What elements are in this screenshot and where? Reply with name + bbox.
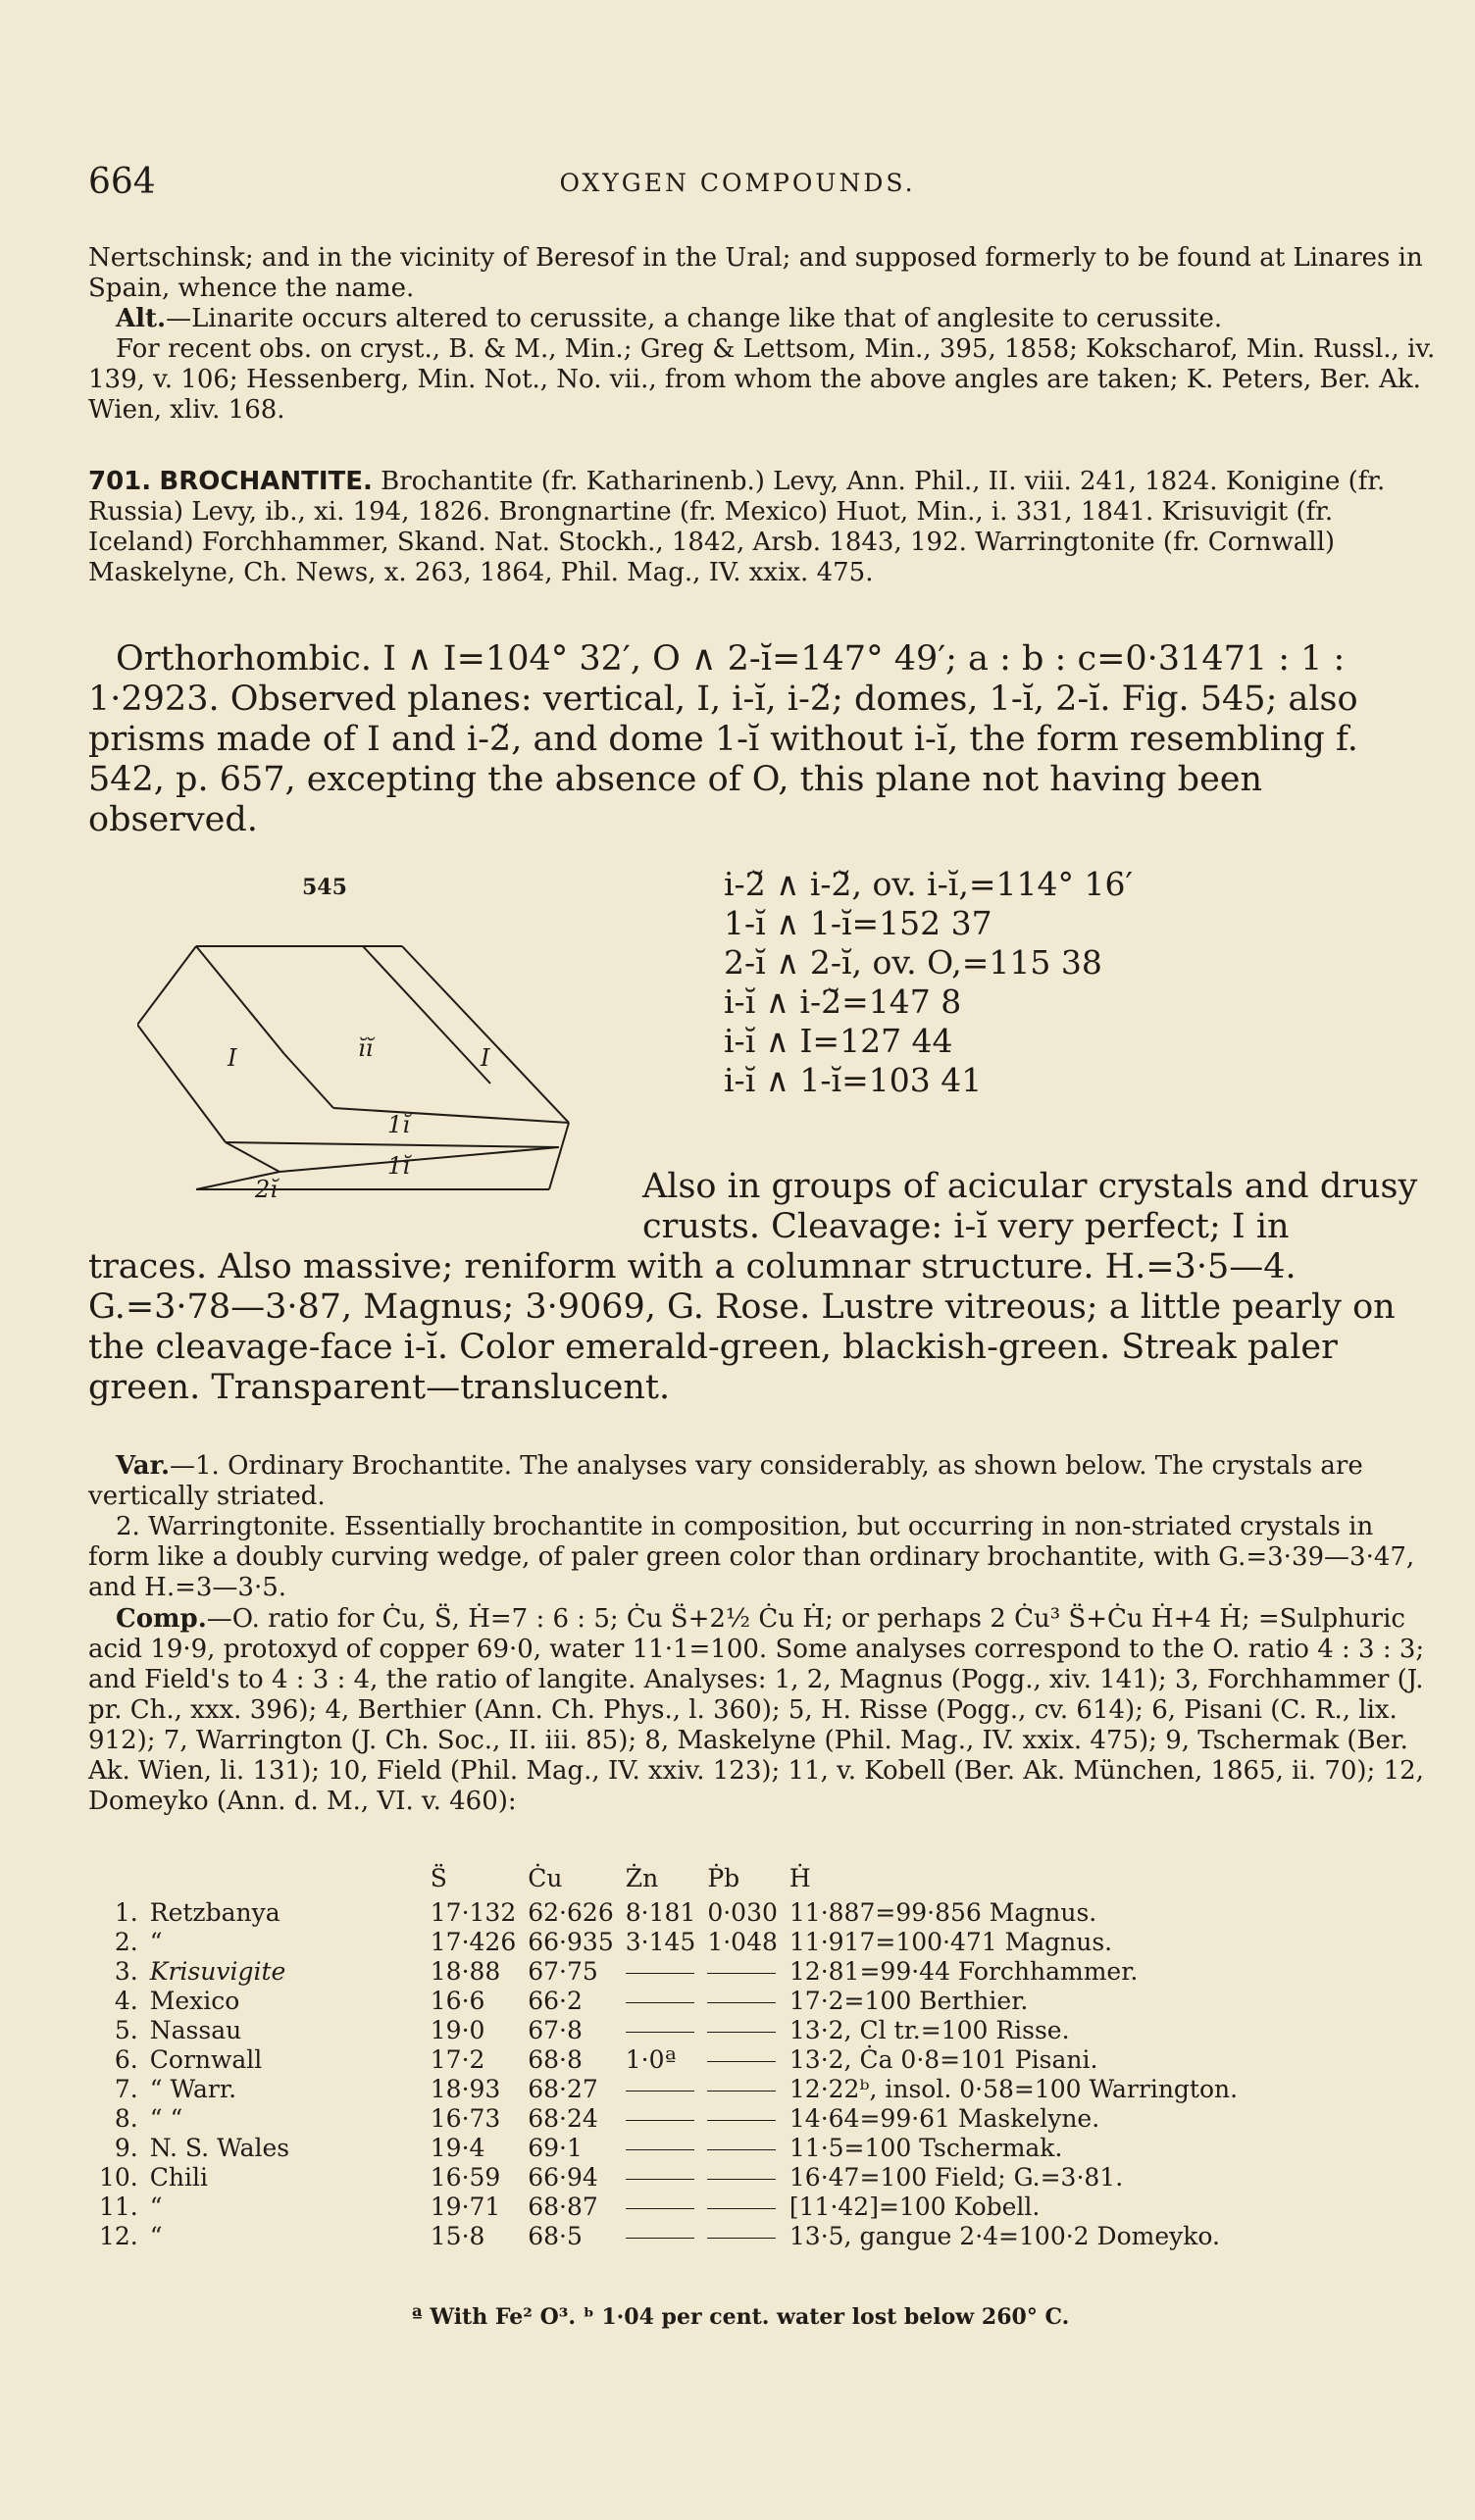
cell-zn (620, 1986, 702, 2015)
page-number: 664 (88, 162, 156, 202)
cell-s: 16·59 (430, 2162, 501, 2192)
cell-pb (701, 2162, 784, 2192)
cell-loc: Retzbanya (149, 1897, 280, 1927)
cell-no: 5. (114, 2015, 138, 2044)
col-header: Ḣ (788, 1863, 811, 1892)
cell-loc: Chili (149, 2162, 208, 2192)
angle-row: i-ĭ ∧ 1-ĭ=103 41 (724, 1061, 983, 1099)
cell-s: 18·88 (430, 1956, 501, 1986)
cell-s: 19·0 (430, 2015, 485, 2044)
table-row (93, 2192, 1244, 2221)
cell-cu: 68·5 (528, 2221, 583, 2250)
table-row (93, 1986, 1244, 2015)
dash-line (626, 1973, 694, 1974)
cell-rest: 12·22ᵇ, insol. 0·58=100 Warrington. (788, 2074, 1239, 2103)
angle-list (724, 865, 1133, 1100)
comp-text: —O. ratio for Ċu, S̈, Ḣ=7 : 6 : 5; Ċu S̈+2½ Ċu Ḣ; or perhaps 2 Ċu³ S̈+Ċu Ḣ+4 Ḣ; =Sulphuric acid 19·9, protoxyd of copper 69·0, water 11·1=100. Some analyses correspond to the O. ratio 4 : 3 : 3; and Field's to 4 : 3 : 4, the ratio of langite. Analyses: 1, 2, Magnus (Pogg., xiv. 141); 3, Forchhammer (J. pr. Ch., xxx. 396); 4, Berthier (Ann. Ch. Phys., l. 360); 5, H. Risse (Pogg., cv. 614); 6, Pisani (C. R., lix. 912); 7, Warrington (J. Ch. Soc., II. iii. 85); 8, Maskelyne (Phil. Mag., IV. xxix. 475); 9, Tschermak (Ber. Ak. Wien, li. 131); 10, Field (Phil. Mag., IV. xxiv. 123); 11, v. Kobell (Ber. Ak. München, 1865, ii. 70); 12, Domeyko (Ann. d. M., VI. v. 460): (88, 1604, 1425, 1816)
cell-cu: 68·8 (528, 2044, 583, 2074)
dash-line (707, 2149, 776, 2150)
cell-loc: “ “ (149, 2103, 183, 2133)
cell-s: 17·132 (430, 1897, 517, 1927)
cell-no: 7. (114, 2074, 138, 2103)
cell-rest: 11·5=100 Tschermak. (788, 2133, 1063, 2162)
cell-s: 19·4 (430, 2133, 485, 2162)
top-section (88, 243, 1442, 426)
table-row (93, 1927, 1244, 1956)
description-para2-c: traces. Also massive; reniform with a columnar structure. H.=3·5—4. G.=3·78—3·87, Magnus; 3·9069, G. Rose. Lustre vitreous; a little pearly on the cleavage-face i-ĭ. Color emerald-green, blackish-green. Streak paler green. Transparent—translucent. (88, 1247, 1396, 1407)
cell-s: 18·93 (430, 2074, 501, 2103)
cell-rest: 16·47=100 Field; G.=3·81. (788, 2162, 1124, 2192)
table-footnote: ª With Fe² O³. ᵇ 1·04 per cent. water lost below 260° C. (412, 2304, 1070, 2330)
table-row (93, 2044, 1244, 2074)
col-header: S̈ (430, 1863, 447, 1892)
face-label-1i: 1ĭ (387, 1111, 410, 1138)
cell-rest: 13·2, Ċa 0·8=101 Pisani. (788, 2044, 1098, 2074)
cell-loc: Nassau (149, 2015, 242, 2044)
cell-pb (701, 2015, 784, 2044)
cell-cu: 67·8 (528, 2015, 583, 2044)
angle-row: i-2̆ ∧ i-2̆, ov. i-ĭ,=114° 16′ (724, 865, 1133, 903)
cell-rest: 13·2, Cl tr.=100 Risse. (788, 2015, 1070, 2044)
cell-zn (620, 2221, 702, 2250)
cell-no: 10. (99, 2162, 138, 2192)
cell-loc: “ Warr. (149, 2074, 237, 2103)
cell-rest: 11·917=100·471 Magnus. (788, 1927, 1113, 1956)
cell-pb (701, 2074, 784, 2103)
para2-line-a: Also in groups of acicular crystals and drusy (642, 1167, 1418, 1206)
cell-loc: “ (149, 2192, 163, 2221)
description-para2-a (642, 1167, 1437, 1247)
cell-zn (620, 2103, 702, 2133)
cell-loc: Krisuvigite (149, 1956, 286, 1986)
cell-zn (620, 2162, 702, 2192)
face-label-ii: ĭĭ (358, 1034, 374, 1062)
cell-zn (620, 1956, 702, 1986)
var1-text: —1. Ordinary Brochantite. The analyses vary considerably, as shown below. The crystals are vertically striated. (88, 1451, 1363, 1511)
col-header: Ċu (528, 1863, 563, 1892)
alt-text: —Linarite occurs altered to cerussite, a change like that of anglesite to cerussite. (166, 304, 1223, 333)
cell-cu: 66·94 (528, 2162, 598, 2192)
cell-no: 12. (99, 2221, 138, 2250)
dash-line (707, 2120, 776, 2121)
cell-loc: “ (149, 2221, 163, 2250)
cell-cu: 68·24 (528, 2103, 598, 2133)
cell-cu: 67·75 (528, 1956, 598, 1986)
table-row (93, 2133, 1244, 2162)
cell-rest: 14·64=99·61 Maskelyne. (788, 2103, 1100, 2133)
cell-zn: 3·145 (625, 1927, 696, 1956)
cell-cu: 66·935 (528, 1927, 614, 1956)
cell-pb: 0·030 (707, 1897, 778, 1927)
cell-pb (701, 2103, 784, 2133)
angle-row: i-ĭ ∧ i-2̆=147 8 (724, 983, 962, 1021)
face-label-2i: 2ĭ (255, 1176, 278, 1203)
cell-no: 4. (114, 1986, 138, 2015)
cell-zn (620, 2192, 702, 2221)
dash-line (707, 2208, 776, 2209)
cell-pb (701, 1956, 784, 1986)
recent-obs: For recent obs. on cryst., B. & M., Min.; Greg & Lettsom, Min., 395, 1858; Kokscharof, Min. Russl., iv. 139, v. 106; Hessenberg, Min. Not., No. vii., from whom the above angles are taken; K. Peters, Ber. Ak. Wien, xliv. 168. (88, 334, 1436, 425)
table-row (93, 2074, 1244, 2103)
cell-zn: 8·181 (625, 1897, 696, 1927)
dash-line (626, 2238, 694, 2239)
var-label: Var. (116, 1451, 170, 1481)
cell-pb: 1·048 (707, 1927, 778, 1956)
description-para1: Orthorhombic. I ∧ I=104° 32′, O ∧ 2-ĭ=147° 49′; a : b : c=0·31471 : 1 : 1·2923. Observed planes: vertical, I, i-ĭ, i-2̆; domes, 1-ĭ, 2-ĭ. Fig. 545; also prisms made of I and i-2̆, and dome 1-ĭ without i-ĭ, the form resembling f. 542, p. 657, excepting the absence of O, this plane not having been observed. (88, 639, 1358, 839)
cell-s: 16·73 (430, 2103, 501, 2133)
crystal-figure (137, 927, 608, 1211)
comp-label: Comp. (116, 1604, 207, 1634)
col-header: Żn (625, 1863, 659, 1892)
table-row (93, 1956, 1244, 1986)
face-label-1i2: 1ĭ (387, 1152, 410, 1180)
table-row (93, 1897, 1244, 1927)
cell-pb (701, 1986, 784, 2015)
cell-loc: N. S. Wales (149, 2133, 290, 2162)
table-row (93, 2162, 1244, 2192)
dash-line (707, 2002, 776, 2003)
cell-loc: Cornwall (149, 2044, 263, 2074)
cell-rest: 12·81=99·44 Forchhammer. (788, 1956, 1139, 1986)
species-name: BROCHANTITE. (159, 467, 373, 496)
composition (88, 1604, 1442, 1817)
cell-cu: 66·2 (528, 1986, 583, 2015)
cell-no: 9. (114, 2133, 138, 2162)
dash-line (707, 1973, 776, 1974)
dash-line (626, 2002, 694, 2003)
dash-line (707, 2032, 776, 2033)
face-label-I: I (228, 1044, 237, 1072)
dash-line (707, 2179, 776, 2180)
cell-rest: 13·5, gangue 2·4=100·2 Domeyko. (788, 2221, 1220, 2250)
table-row (93, 2221, 1244, 2250)
col-header: Ṗb (707, 1863, 740, 1892)
cell-loc: “ (149, 1927, 163, 1956)
face-label-I2: I (481, 1044, 490, 1072)
variety-1 (88, 1451, 1442, 1512)
cell-zn: 1·0ª (625, 2044, 677, 2074)
cell-cu: 68·27 (528, 2074, 598, 2103)
dash-line (707, 2061, 776, 2062)
cell-no: 6. (114, 2044, 138, 2074)
species-heading (88, 467, 1442, 588)
cell-s: 19·71 (430, 2192, 501, 2221)
figure-label: 545 (302, 875, 347, 900)
running-title: OXYGEN COMPOUNDS. (559, 169, 916, 197)
cell-loc: Mexico (149, 1986, 240, 2015)
cell-no: 2. (114, 1927, 138, 1956)
cell-no: 1. (114, 1897, 138, 1927)
dash-line (626, 2208, 694, 2209)
variety-2: 2. Warringtonite. Essentially brochantite in composition, but occurring in non-striated crystals in form like a doubly curving wedge, of paler green color than ordinary brochantite, with G.=3·39—3·47, and H.=3—3·5. (88, 1512, 1415, 1602)
dash-line (707, 2238, 776, 2239)
cell-rest: 17·2=100 Berthier. (788, 1986, 1029, 2015)
cell-s: 17·2 (430, 2044, 485, 2074)
cell-s: 15·8 (430, 2221, 485, 2250)
alt-label: Alt. (116, 304, 167, 333)
dash-line (626, 2179, 694, 2180)
cell-rest: [11·42]=100 Kobell. (788, 2192, 1041, 2221)
cell-rest: 11·887=99·856 Magnus. (788, 1897, 1097, 1927)
dash-line (707, 2091, 776, 2092)
cell-no: 3. (114, 1956, 138, 1986)
table-row (93, 2015, 1244, 2044)
cell-pb (701, 2133, 784, 2162)
table-row (93, 2103, 1244, 2133)
table-header (93, 1858, 1244, 1897)
dash-line (626, 2120, 694, 2121)
cell-pb (701, 2192, 784, 2221)
cell-zn (620, 2133, 702, 2162)
cell-cu: 62·626 (528, 1897, 614, 1927)
top-line: Nertschinsk; and in the vicinity of Beresof in the Ural; and supposed formerly to be found at Linares in Spain, whence the name. (88, 243, 1423, 303)
species-synonymy: Brochantite (fr. Katharinenb.) Levy, Ann. Phil., II. viii. 241, 1824. Konigine (fr. Russia) Levy, ib., xi. 194, 1826. Brongnartine (fr. Mexico) Huot, Min., i. 331, 1841. Krisuvigit (fr. Iceland) Forchhammer, Skand. Nat. Stockh., 1842, Arsb. 1843, 192. Warringtonite (fr. Cornwall) Maskelyne, Ch. News, x. 263, 1864, Phil. Mag., IV. xxix. 475. (88, 467, 1386, 587)
cell-no: 11. (99, 2192, 138, 2221)
analysis-table (93, 1858, 1244, 2250)
para2-line-b: crusts. Cleavage: i-ĭ very perfect; I in (642, 1207, 1290, 1246)
dash-line (626, 2091, 694, 2092)
cell-zn (620, 2015, 702, 2044)
alteration-note (88, 304, 1442, 334)
cell-s: 17·426 (430, 1927, 517, 1956)
species-number: 701. (88, 467, 152, 496)
cell-cu: 69·1 (528, 2133, 583, 2162)
cell-pb (701, 2221, 784, 2250)
angle-row: i-ĭ ∧ I=127 44 (724, 1022, 953, 1060)
cell-no: 8. (114, 2103, 138, 2133)
dash-line (626, 2032, 694, 2033)
cell-pb (701, 2044, 784, 2074)
dash-line (626, 2149, 694, 2150)
cell-cu: 68·87 (528, 2192, 598, 2221)
cell-s: 16·6 (430, 1986, 485, 2015)
angle-row: 2-ĭ ∧ 2-ĭ, ov. O,=115 38 (724, 943, 1102, 982)
angle-row: 1-ĭ ∧ 1-ĭ=152 37 (724, 904, 992, 942)
cell-zn (620, 2074, 702, 2103)
